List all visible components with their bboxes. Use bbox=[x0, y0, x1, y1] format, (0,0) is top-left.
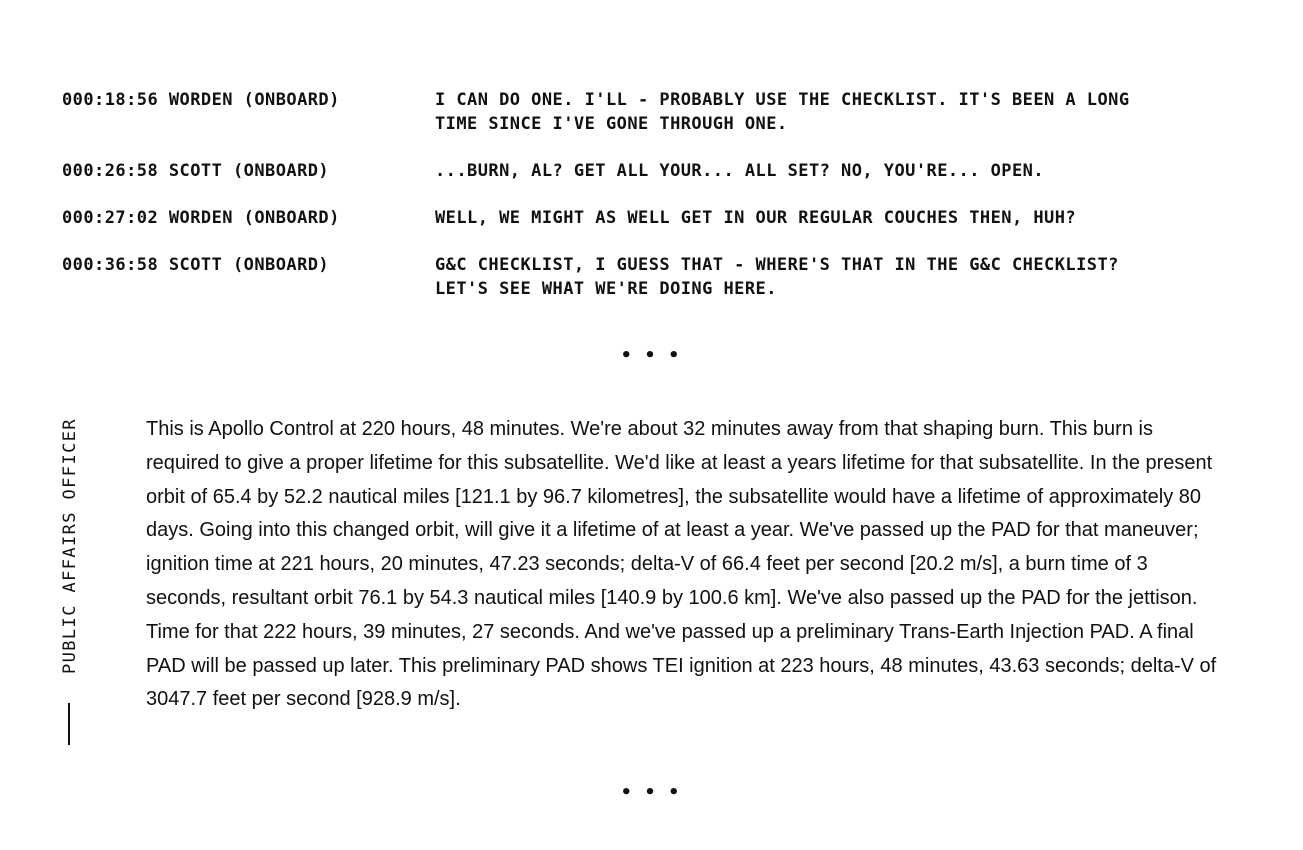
transcript-text: WELL, WE MIGHT AS WELL GET IN OUR REGULAR COUCHES THEN, HUH? bbox=[435, 208, 1077, 228]
onboard-transcript bbox=[62, 88, 1262, 324]
transcript-timestamp-speaker: 000:36:58 SCOTT (ONBOARD) bbox=[62, 255, 330, 275]
transcript-row bbox=[62, 159, 1262, 183]
transcript-row bbox=[62, 253, 1262, 301]
transcript-row bbox=[62, 88, 1262, 136]
transcript-text: G&C CHECKLIST, I GUESS THAT - WHERE'S THAT IN THE G&C CHECKLIST? LET'S SEE WHAT WE'RE DOING HERE. bbox=[435, 255, 1119, 299]
section-separator: • • • bbox=[620, 345, 683, 366]
transcript-timestamp-speaker: 000:18:56 WORDEN (ONBOARD) bbox=[62, 90, 340, 110]
narration-paragraph: This is Apollo Control at 220 hours, 48 minutes. We're about 32 minutes away from that shaping burn. This burn is required to give a proper lifetime for this subsatellite. We'd like at least a years lifetime for that subsatellite. In the present orbit of 65.4 by 52.2 nautical miles [121.1 by 96.7 kilometres], the subsatellite would have a lifetime of approximately 80 days. Going into this changed orbit, will give it a lifetime of at least a year. We've passed up the PAD for that maneuver; ignition time at 221 hours, 20 minutes, 47.23 seconds; delta-V of 66.4 feet per second [20.2 m/s], a burn time of 3 seconds, resultant orbit 76.1 by 54.3 nautical miles [140.9 by 100.6 km]. We've also passed up the PAD for the jettison. Time for that 222 hours, 39 minutes, 27 seconds. And we've passed up a preliminary Trans-Earth Injection PAD. A final PAD will be passed up later. This preliminary PAD shows TEI ignition at 223 hours, 48 minutes, 43.63 seconds; delta-V of 3047.7 feet per second [928.9 m/s]. bbox=[146, 418, 1217, 711]
section-separator: • • • bbox=[620, 782, 683, 803]
transcript-timestamp-speaker: 000:26:58 SCOTT (ONBOARD) bbox=[62, 161, 330, 181]
transcript-text: ...BURN, AL? GET ALL YOUR... ALL SET? NO, YOU'RE... OPEN. bbox=[435, 161, 1045, 181]
speaker-label: PUBLIC AFFAIRS OFFICER bbox=[60, 418, 80, 674]
speaker-rule bbox=[68, 703, 70, 745]
transcript-row bbox=[62, 206, 1262, 230]
transcript-text: I CAN DO ONE. I'LL - PROBABLY USE THE CHECKLIST. IT'S BEEN A LONG TIME SINCE I'VE GONE THROUGH ONE. bbox=[435, 90, 1130, 134]
transcript-timestamp-speaker: 000:27:02 WORDEN (ONBOARD) bbox=[62, 208, 340, 228]
narration-speaker bbox=[58, 420, 82, 750]
